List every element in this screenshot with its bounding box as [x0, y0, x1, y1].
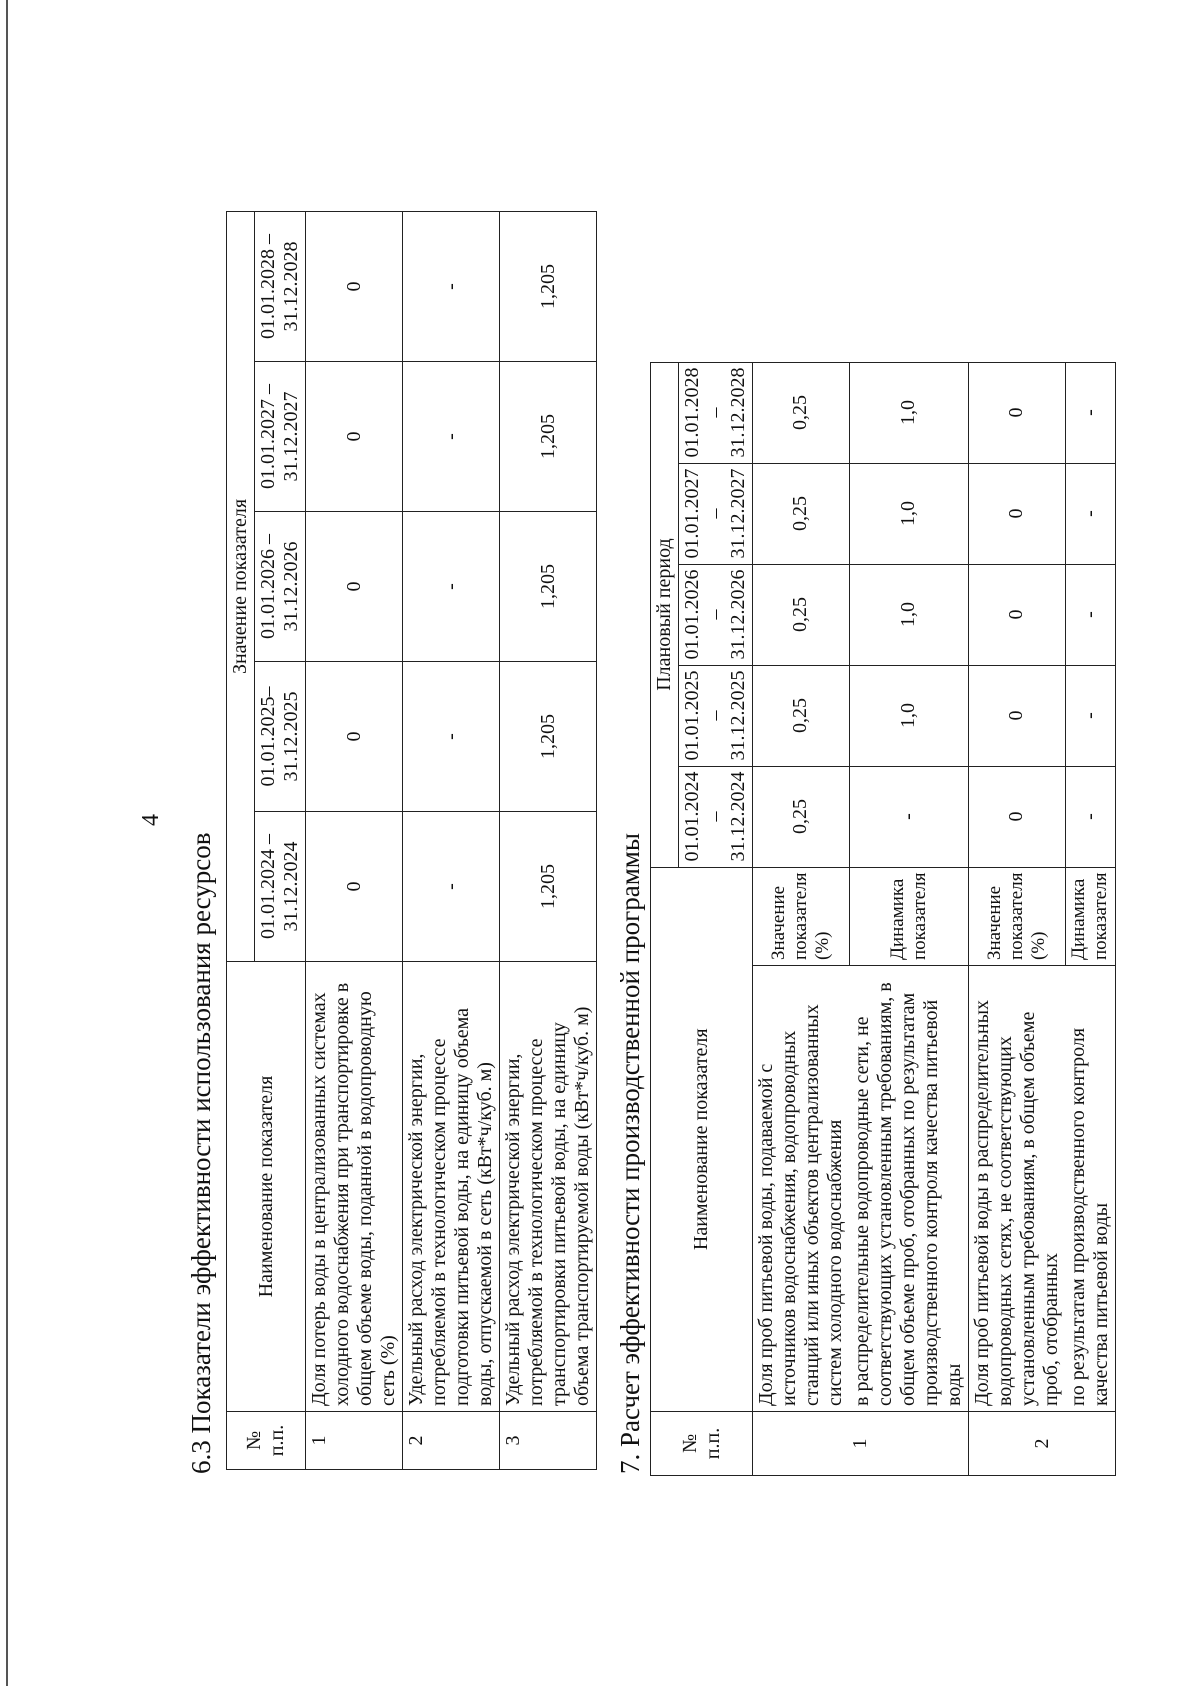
row-value: 0	[306, 512, 403, 662]
col-header-period: 01.01.2026 – 31.12.2026	[255, 512, 306, 662]
row-num: 2	[403, 1412, 500, 1470]
program-efficiency-table	[650, 362, 1116, 1476]
row-name: Удельный расход электрической энергии, потребляемой в технологическом процессе транспортировки питьевой воды, на единицу объема транспортируемой воды (кВт*ч/куб. м)	[500, 962, 597, 1412]
period-end: 31.12.2027	[727, 463, 753, 564]
col-header-value-group: Значение показателя	[227, 212, 255, 962]
row-value: -	[403, 512, 500, 662]
row-num: 1	[753, 1412, 969, 1476]
col-header-num: № п.п.	[651, 1412, 753, 1476]
row-value: 0,25	[753, 362, 850, 463]
period-dash: –	[704, 665, 727, 766]
row-value: 0	[306, 662, 403, 812]
row-value: -	[1065, 362, 1116, 463]
col-header-name: Наименование показателя	[651, 867, 753, 1411]
table-row	[969, 362, 1066, 1475]
col-header-period: 01.01.2024 – 31.12.2024	[255, 812, 306, 962]
row-value: 0	[306, 362, 403, 512]
col-header-period: 01.01.2025– 31.12.2025	[255, 662, 306, 812]
row-value: 0	[969, 564, 1066, 665]
row-value: -	[403, 362, 500, 512]
col-header-name: Наименование показателя	[227, 962, 306, 1412]
col-header-plan-group: Плановый период	[651, 362, 679, 867]
period-start: 01.01.2028	[679, 362, 705, 463]
row-value: 0	[306, 812, 403, 962]
row-value: 0,25	[753, 463, 850, 564]
row-value: -	[403, 662, 500, 812]
row-kind: Значение показателя (%)	[753, 867, 850, 965]
period-start: 01.01.2024	[679, 766, 705, 867]
row-name: Доля проб питьевой воды, подаваемой с источников водоснабжения, водопроводных станций или иных объектов централизованных систем холодного водоснабжения	[753, 966, 850, 1412]
row-value: -	[1065, 766, 1116, 867]
row-num: 2	[969, 1412, 1116, 1476]
row-name: Удельный расход электрической энергии, потребляемой в технологическом процессе подготовки питьевой воды, на единицу объема воды, отпускаемой в сеть (кВт*ч/куб. м)	[403, 962, 500, 1412]
col-header-num: № п.п.	[227, 1412, 306, 1470]
section-6-3-title: 6.3 Показатели эффективности использования ресурсов	[186, 832, 216, 1474]
table-row	[306, 212, 403, 1470]
row-name: по результатам производственного контроля качества питьевой воды	[1065, 966, 1116, 1412]
period-start: 01.01.2025	[679, 665, 705, 766]
period-end: 31.12.2028	[727, 362, 753, 463]
row-kind: Значение показателя (%)	[969, 867, 1066, 965]
row-value: 0	[969, 766, 1066, 867]
period-start: 01.01.2027	[679, 463, 705, 564]
table-row	[403, 212, 500, 1470]
row-kind: Динамика показателя	[1065, 867, 1116, 965]
row-num: 1	[306, 1412, 403, 1470]
row-value: 0,25	[753, 665, 850, 766]
page-number: 4	[138, 814, 164, 826]
table-row	[753, 362, 850, 1475]
row-kind: Динамика показателя	[849, 867, 969, 965]
row-value: 1,0	[849, 362, 969, 463]
row-value: 1,205	[500, 362, 597, 512]
row-value: -	[1065, 463, 1116, 564]
row-value: -	[403, 212, 500, 362]
col-header-period: 01.01.2027 – 31.12.2027	[255, 362, 306, 512]
row-value: -	[403, 812, 500, 962]
row-value: 1,0	[849, 564, 969, 665]
row-name: в распределительные водопроводные сети, не соответствующих установленным требованиям, в общем объеме проб, отобранных по результатам производственного контроля качества питьевой воды	[849, 966, 969, 1412]
table-header-row	[651, 362, 679, 1475]
row-value: 1,205	[500, 512, 597, 662]
row-value: 0	[306, 212, 403, 362]
table-header-row	[227, 212, 255, 1470]
row-value: 0	[969, 463, 1066, 564]
row-name: Доля потерь воды в централизованных системах холодного водоснабжения при транспортировке в общем объеме воды, поданной в водопроводную сеть (%)	[306, 962, 403, 1412]
row-value: 1,205	[500, 662, 597, 812]
resource-efficiency-table	[226, 211, 597, 1470]
row-name: Доля проб питьевой воды в распределительных водопроводных сетях, не соответствующих установленным требованиям, в общем объеме проб, отобранных	[969, 966, 1066, 1412]
col-header-period: 01.01.2028 – 31.12.2028	[255, 212, 306, 362]
row-value: 1,205	[500, 212, 597, 362]
period-end: 31.12.2026	[727, 564, 753, 665]
row-value: 1,0	[849, 665, 969, 766]
period-dash: –	[704, 766, 727, 867]
row-num: 3	[500, 1412, 597, 1470]
row-value: 0	[969, 362, 1066, 463]
table-row	[1065, 362, 1116, 1475]
row-value: 1,0	[849, 463, 969, 564]
period-end: 31.12.2025	[727, 665, 753, 766]
period-dash: –	[704, 362, 727, 463]
period-start: 01.01.2026	[679, 564, 705, 665]
row-value: 0	[969, 665, 1066, 766]
period-dash: –	[704, 463, 727, 564]
row-value: 1,205	[500, 812, 597, 962]
row-value: 0,25	[753, 564, 850, 665]
row-value: -	[1065, 665, 1116, 766]
table-row	[849, 362, 969, 1475]
row-value: -	[1065, 564, 1116, 665]
row-value: 0,25	[753, 766, 850, 867]
section-7-title: 7. Расчет эффективности производственной программы	[615, 832, 645, 1474]
period-dash: –	[704, 564, 727, 665]
table-row	[500, 212, 597, 1470]
row-value: -	[849, 766, 969, 867]
period-end: 31.12.2024	[727, 766, 753, 867]
